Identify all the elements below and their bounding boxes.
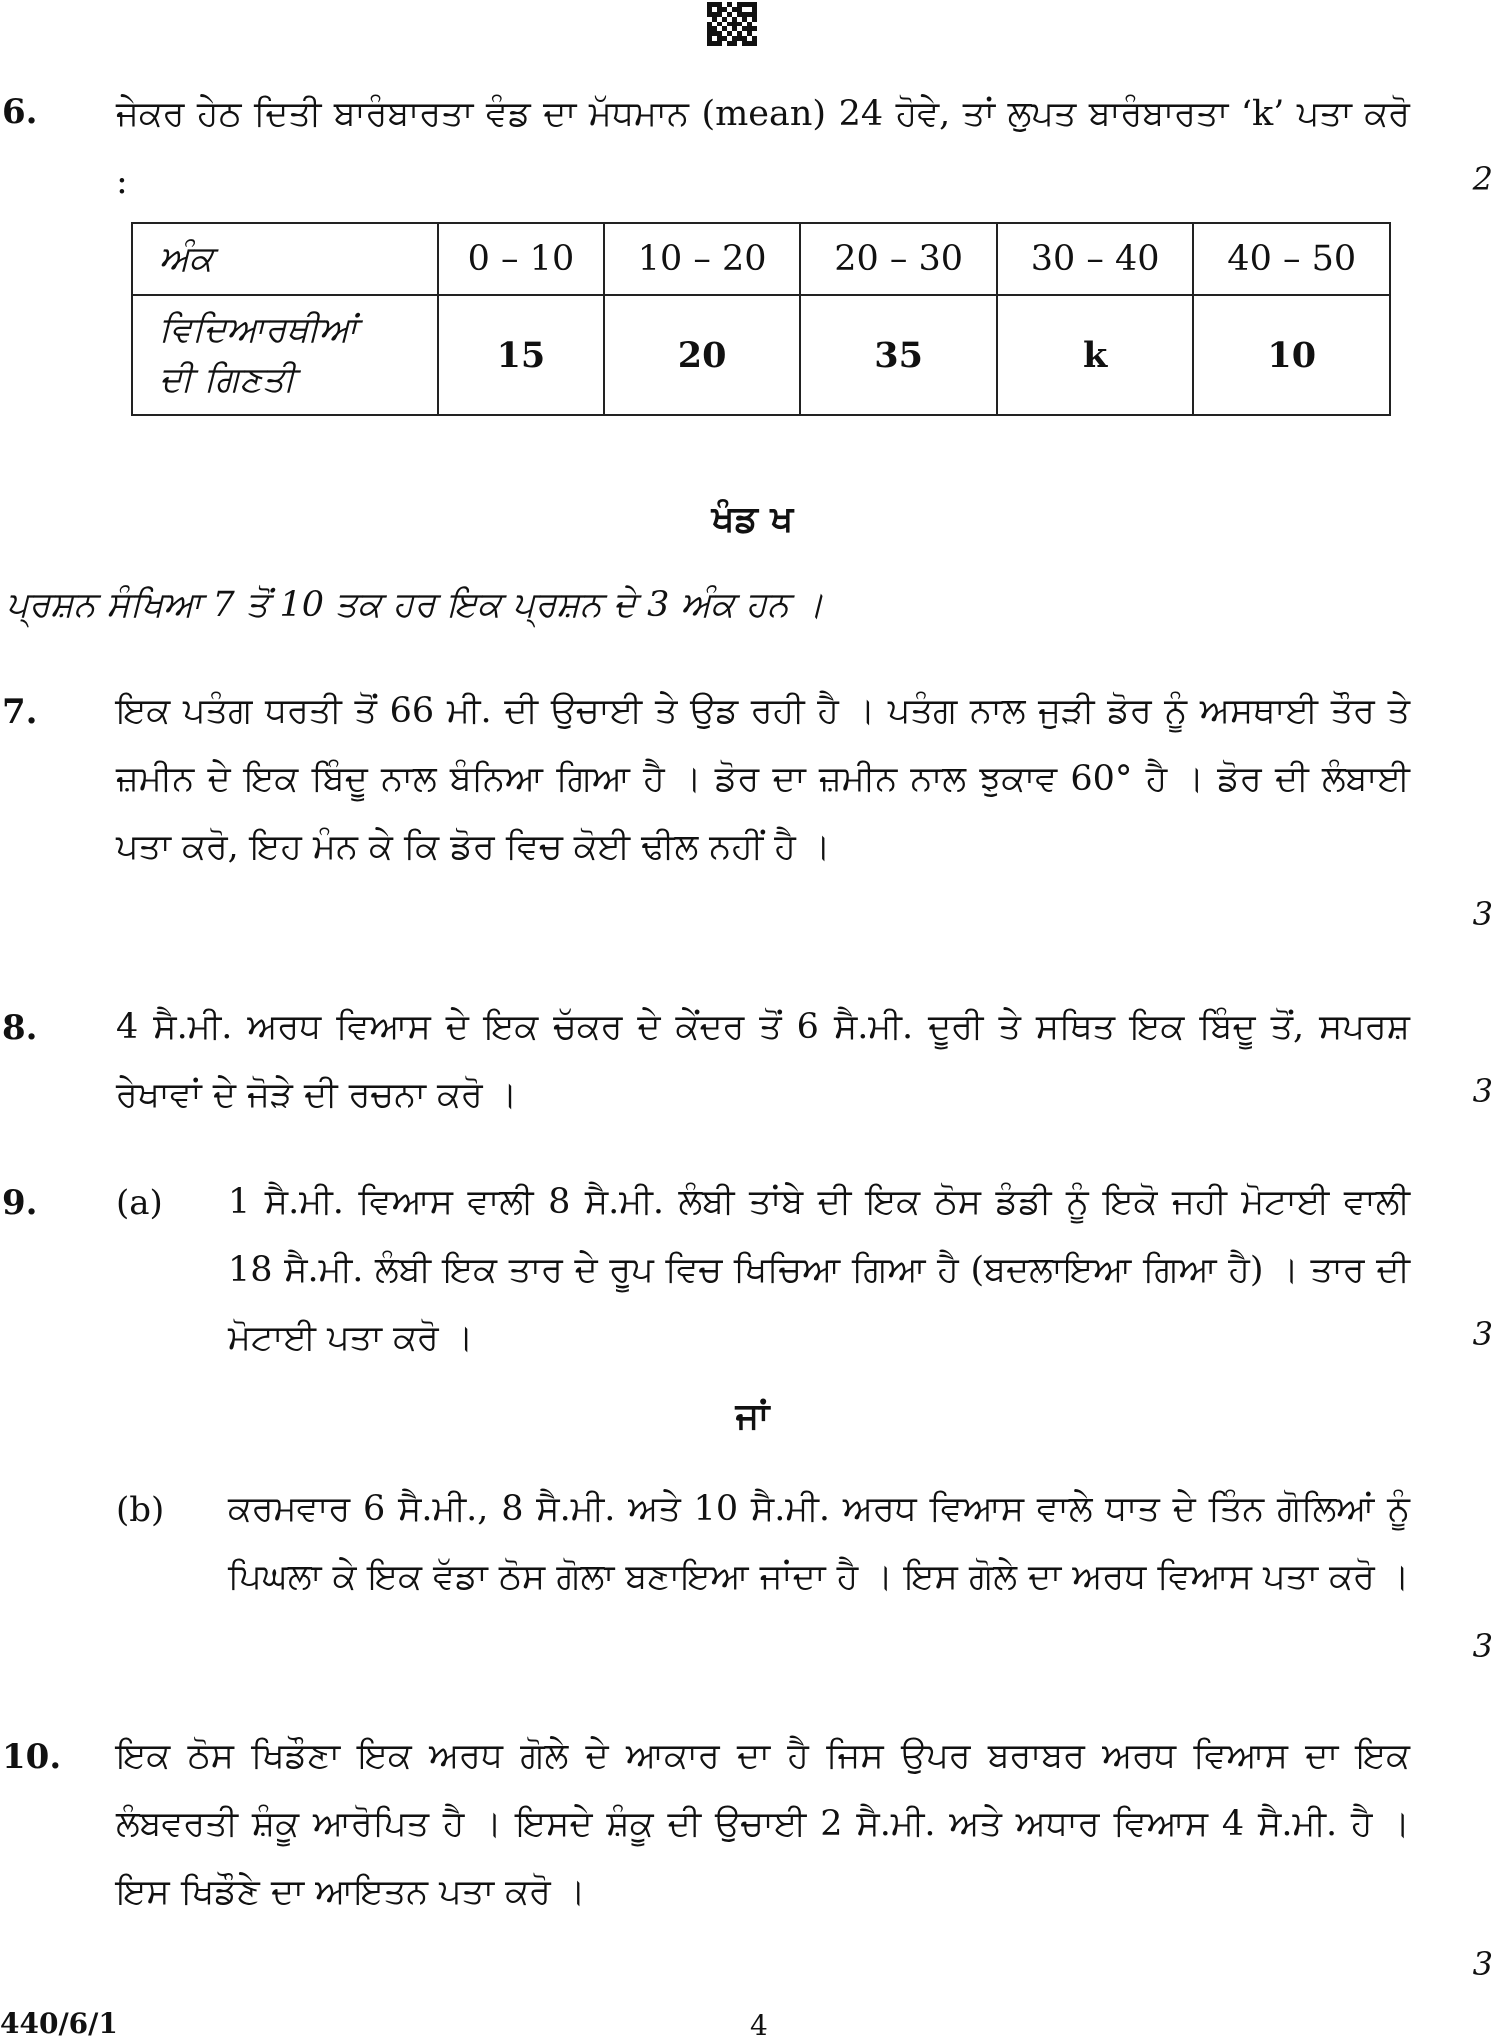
subpart-text: 1 ਸੈ.ਮੀ. ਵਿਆਸ ਵਾਲੀ 8 ਸੈ.ਮੀ. ਲੰਬੀ ਤਾਂਬੇ ਦੀ ਇਕ ਠੋਸ ਡੰਡੀ ਨੂੰ ਇਕੋ ਜਹੀ ਮੋਟਾਈ ਵਾਲੀ 18 ਸੈ.ਮੀ. ਲੰਬੀ ਇਕ ਤਾਰ ਦੇ ਰੂਪ ਵਿਚ ਖਿਚਿਆ ਗਿਆ ਹੈ (ਬਦਲਾਇਆ ਗਿਆ ਹੈ) । ਤਾਰ ਦੀ ਮੋਟਾਈ ਪਤਾ ਕਰੋ । [228,1182,1410,1358]
or-separator: ਜਾਂ [735,1395,770,1437]
class-interval: 40 – 50 [1193,223,1390,295]
table-row-label: ਅੰਕ [132,223,438,295]
frequency-table [131,222,1391,416]
question-number: 6. [2,92,38,132]
question-number: 7. [2,692,38,732]
frequency-cell: 20 [604,295,801,415]
section-instruction: ਪ੍ਰਸ਼ਨ ਸੰਖਿਆ 7 ਤੋਂ 10 ਤਕ ਹਰ ਇਕ ਪ੍ਰਸ਼ਨ ਦੇ 3 ਅੰਕ ਹਨ । [6,585,824,625]
question-number: 8. [2,1008,38,1048]
question-text: ਜੇਕਰ ਹੇਠ ਦਿਤੀ ਬਾਰੰਬਾਰਤਾ ਵੰਡ ਦਾ ਮੱਧਮਾਨ (mean) 24 ਹੋਵੇ, ਤਾਂ ਲੁਪਤ ਬਾਰੰਬਾਰਤਾ ‘k’ ਪਤਾ ਕਰੋ : [116,94,1410,202]
class-interval: 30 – 40 [997,223,1194,295]
qr-code [707,2,757,46]
paper-code: 440/6/1 [0,2007,118,2040]
question-text: ਇਕ ਠੋਸ ਖਿਡੌਣਾ ਇਕ ਅਰਧ ਗੋਲੇ ਦੇ ਆਕਾਰ ਦਾ ਹੈ ਜਿਸ ਉਪਰ ਬਰਾਬਰ ਅਰਧ ਵਿਆਸ ਦਾ ਇਕ ਲੰਬਵਰਤੀ ਸ਼ੰਕੂ ਆਰੋਪਿਤ ਹੈ । ਇਸਦੇ ਸ਼ੰਕੂ ਦੀ ਉਚਾਈ 2 ਸੈ.ਮੀ. ਅਤੇ ਅਧਾਰ ਵਿਆਸ 4 ਸੈ.ਮੀ. ਹੈ । ਇਸ ਖਿਡੌਣੇ ਦਾ ਆਇਤਨ ਪਤਾ ਕਰੋ । [116,1736,1410,1912]
class-interval: 10 – 20 [604,223,801,295]
table-row-label [132,295,438,415]
frequency-cell: k [997,295,1194,415]
class-interval: 0 – 10 [438,223,604,295]
row-label-line: ਵਿਦਿਆਰਥੀਆਂ [159,310,358,350]
question-text: 4 ਸੈ.ਮੀ. ਅਰਧ ਵਿਆਸ ਦੇ ਇਕ ਚੱਕਰ ਦੇ ਕੇਂਦਰ ਤੋਂ 6 ਸੈ.ਮੀ. ਦੂਰੀ ਤੇ ਸਥਿਤ ਇਕ ਬਿੰਦੂ ਤੋਂ, ਸਪਰਸ਼ ਰੇਖਾਵਾਂ ਦੇ ਜੋੜੇ ਦੀ ਰਚਨਾ ਕਰੋ । [116,1007,1410,1115]
question-marks: 3 [1472,1945,1493,1983]
frequency-cell: 15 [438,295,604,415]
question-marks: 3 [1472,1627,1493,1665]
question-text: ਇਕ ਪਤੰਗ ਧਰਤੀ ਤੋਂ 66 ਮੀ. ਦੀ ਉਚਾਈ ਤੇ ਉਡ ਰਹੀ ਹੈ । ਪਤੰਗ ਨਾਲ ਜੁੜੀ ਡੋਰ ਨੂੰ ਅਸਥਾਈ ਤੌਰ ਤੇ ਜ਼ਮੀਨ ਦੇ ਇਕ ਬਿੰਦੂ ਨਾਲ ਬੰਨਿਆ ਗਿਆ ਹੈ । ਡੋਰ ਦਾ ਜ਼ਮੀਨ ਨਾਲ ਝੁਕਾਵ 60° ਹੈ । ਡੋਰ ਦੀ ਲੰਬਾਈ ਪਤਾ ਕਰੋ, ਇਹ ਮੰਨ ਕੇ ਕਿ ਡੋਰ ਵਿਚ ਕੋਈ ਢੀਲ ਨਹੀਂ ਹੈ । [116,691,1410,867]
page-number: 4 [750,2009,768,2042]
subpart-label: (b) [116,1490,165,1530]
question-marks: 3 [1472,895,1493,933]
question-number: 9. [2,1183,38,1223]
frequency-cell: 10 [1193,295,1390,415]
frequency-cell: 35 [800,295,997,415]
section-title: ਖੰਡ ਖ [711,498,794,540]
question-number: 10. [2,1737,62,1777]
question-marks: 2 [1472,160,1493,198]
question-marks: 3 [1472,1072,1493,1110]
subpart-label: (a) [116,1183,163,1223]
question-marks: 3 [1472,1315,1493,1353]
row-label-line: ਦੀ ਗਿਣਤੀ [159,360,296,400]
subpart-text: ਕਰਮਵਾਰ 6 ਸੈ.ਮੀ., 8 ਸੈ.ਮੀ. ਅਤੇ 10 ਸੈ.ਮੀ. ਅਰਧ ਵਿਆਸ ਵਾਲੇ ਧਾਤ ਦੇ ਤਿੰਨ ਗੋਲਿਆਂ ਨੂੰ ਪਿਘਲਾ ਕੇ ਇਕ ਵੱਡਾ ਠੋਸ ਗੋਲਾ ਬਣਾਇਆ ਜਾਂਦਾ ਹੈ । ਇਸ ਗੋਲੇ ਦਾ ਅਰਧ ਵਿਆਸ ਪਤਾ ਕਰੋ । [228,1489,1410,1597]
class-interval: 20 – 30 [800,223,997,295]
